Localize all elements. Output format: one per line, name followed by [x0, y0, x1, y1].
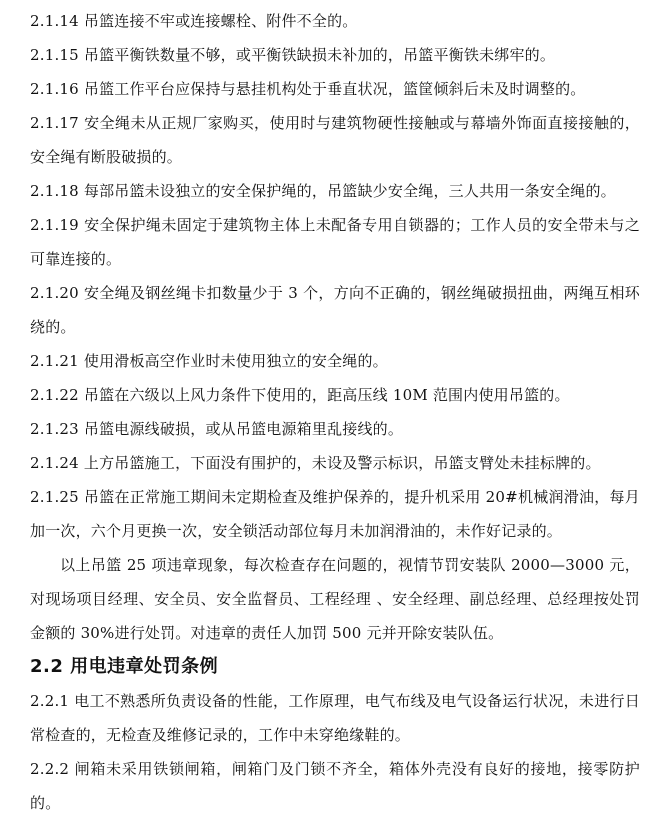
clause-2-1-23: 2.1.23 吊篮电源线破损，或从吊篮电源箱里乱接线的。 — [30, 420, 404, 438]
clause-2-1-20: 2.1.20 安全绳及钢丝绳卡扣数量少于 3 个，方向不正确的，钢丝绳破损扭曲，两绳互相环绕的。 — [30, 284, 640, 336]
clause-2-1-17: 2.1.17 安全绳未从正规厂家购买，使用时与建筑物硬性接触或与幕墙外饰面直接接触的，安全绳有断股破损的。 — [30, 114, 640, 166]
clause-2-1-22: 2.1.22 吊篮在六级以上风力条件下使用的，距高压线 10M 范围内使用吊篮的。 — [30, 386, 570, 404]
clause-2-1-21: 2.1.21 使用滑板高空作业时未使用独立的安全绳的。 — [30, 352, 388, 370]
section-heading: 2.2 用电违章处罚条例 — [30, 656, 219, 677]
penalty-summary: 以上吊篮 25 项违章现象，每次检查存在问题的，视情节罚安装队 2000—3000 元，对现场项目经理、安全员、安全监督员、工程经理 、安全经理、副总经理、总经理按处罚金额的 30%进行处罚。对违章的责任人加罚 500 元并开除安装队伍。 — [30, 556, 640, 642]
clause-2-1-14: 2.1.14 吊篮连接不牢或连接螺栓、附件不全的。 — [30, 12, 358, 30]
clause-2-2-1: 2.2.1 电工不熟悉所负责设备的性能，工作原理，电气布线及电气设备运行状况，未进行日常检查的，无检查及维修记录的，工作中未穿绝缘鞋的。 — [30, 692, 640, 744]
clause-2-1-15: 2.1.15 吊篮平衡铁数量不够，或平衡铁缺损未补加的，吊篮平衡铁未绑牢的。 — [30, 46, 556, 64]
clause-2-1-18: 2.1.18 每部吊篮未设独立的安全保护绳的，吊篮缺少安全绳，三人共用一条安全绳的。 — [30, 182, 616, 200]
clause-2-1-16: 2.1.16 吊篮工作平台应保持与悬挂机构处于垂直状况，篮筐倾斜后未及时调整的。 — [30, 80, 586, 98]
clause-2-1-19: 2.1.19 安全保护绳未固定于建筑物主体上未配备专用自锁器的；工作人员的安全带未与之可靠连接的。 — [30, 216, 640, 268]
clause-2-2-2: 2.2.2 闸箱未采用铁锁闸箱，闸箱门及门锁不齐全，箱体外壳没有良好的接地，接零防护的。 — [30, 760, 640, 812]
clause-2-1-25: 2.1.25 吊篮在正常施工期间未定期检查及维护保养的，提升机采用 20#机械润滑油，每月加一次，六个月更换一次，安全锁活动部位每月未加润滑油的，未作好记录的。 — [30, 488, 640, 540]
clause-2-1-24: 2.1.24 上方吊篮施工，下面没有围护的，未设及警示标识，吊篮支臂处未挂标牌的。 — [30, 454, 601, 472]
